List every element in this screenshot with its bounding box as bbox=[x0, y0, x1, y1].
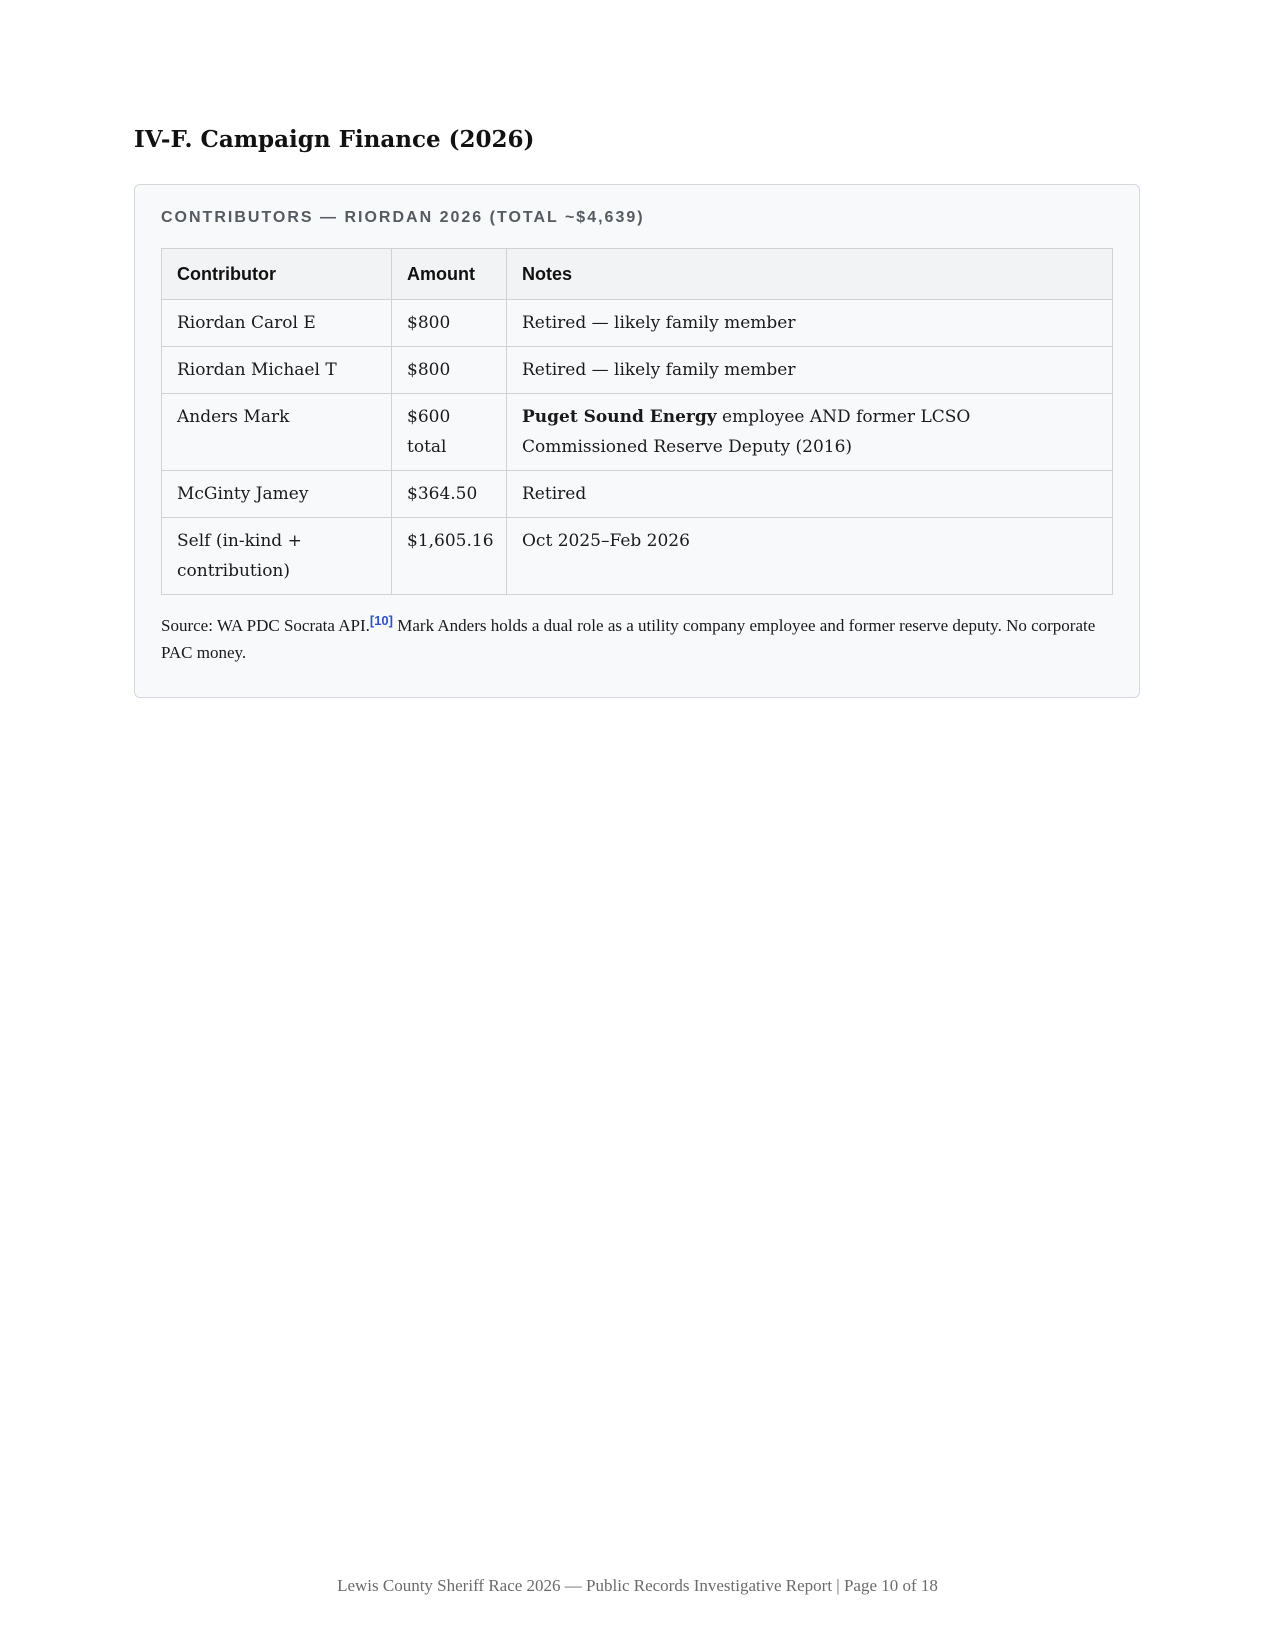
header-amount: Amount bbox=[392, 249, 507, 300]
cell-contributor: Riordan Carol E bbox=[162, 300, 392, 347]
cell-amount: $1,605.16 bbox=[392, 518, 507, 595]
cell-amount: $800 bbox=[392, 300, 507, 347]
notes-text: employee AND former LCSO Commissioned Reserve Deputy (2016) bbox=[522, 407, 971, 457]
cell-contributor: Self (in-kind + contribution) bbox=[162, 518, 392, 595]
cell-notes bbox=[507, 394, 1113, 471]
cell-notes bbox=[507, 518, 1113, 595]
notes-text: Retired bbox=[522, 484, 587, 504]
notes-employer: Puget Sound Energy bbox=[522, 407, 717, 427]
table-row bbox=[162, 347, 1113, 394]
card-heading: CONTRIBUTORS — RIORDAN 2026 (TOTAL ~$4,639) bbox=[161, 209, 645, 226]
cell-amount: $600 total bbox=[392, 394, 507, 471]
contributors-table bbox=[161, 248, 1113, 595]
citation-link[interactable]: [10] bbox=[369, 613, 393, 628]
table-row bbox=[162, 394, 1113, 471]
contributors-card bbox=[134, 184, 1140, 698]
source-note bbox=[161, 607, 1111, 666]
header-contributor: Contributor bbox=[162, 249, 392, 300]
table-row bbox=[162, 300, 1113, 347]
notes-text: Retired — likely family member bbox=[522, 360, 796, 380]
notes-text: Oct 2025–Feb 2026 bbox=[522, 531, 690, 551]
cell-contributor: McGinty Jamey bbox=[162, 471, 392, 518]
cell-amount: $364.50 bbox=[392, 471, 507, 518]
header-notes: Notes bbox=[507, 249, 1113, 300]
table-header-row bbox=[162, 249, 1113, 300]
cell-contributor: Riordan Michael T bbox=[162, 347, 392, 394]
notes-text: Retired — likely family member bbox=[522, 313, 796, 333]
source-lead: Source: WA PDC Socrata API. bbox=[161, 616, 370, 635]
cell-notes bbox=[507, 347, 1113, 394]
cell-notes bbox=[507, 471, 1113, 518]
table-row bbox=[162, 518, 1113, 595]
page-footer: Lewis County Sheriff Race 2026 — Public Records Investigative Report | Page 10 of 18 bbox=[337, 1576, 938, 1595]
table-row bbox=[162, 471, 1113, 518]
cell-contributor: Anders Mark bbox=[162, 394, 392, 471]
cell-notes bbox=[507, 300, 1113, 347]
source-text: Mark Anders holds a dual role as a utility company employee and former reserve deputy. No corporate PAC money. bbox=[161, 616, 1096, 662]
cell-amount: $800 bbox=[392, 347, 507, 394]
page-title: IV-F. Campaign Finance (2026) bbox=[134, 126, 535, 153]
